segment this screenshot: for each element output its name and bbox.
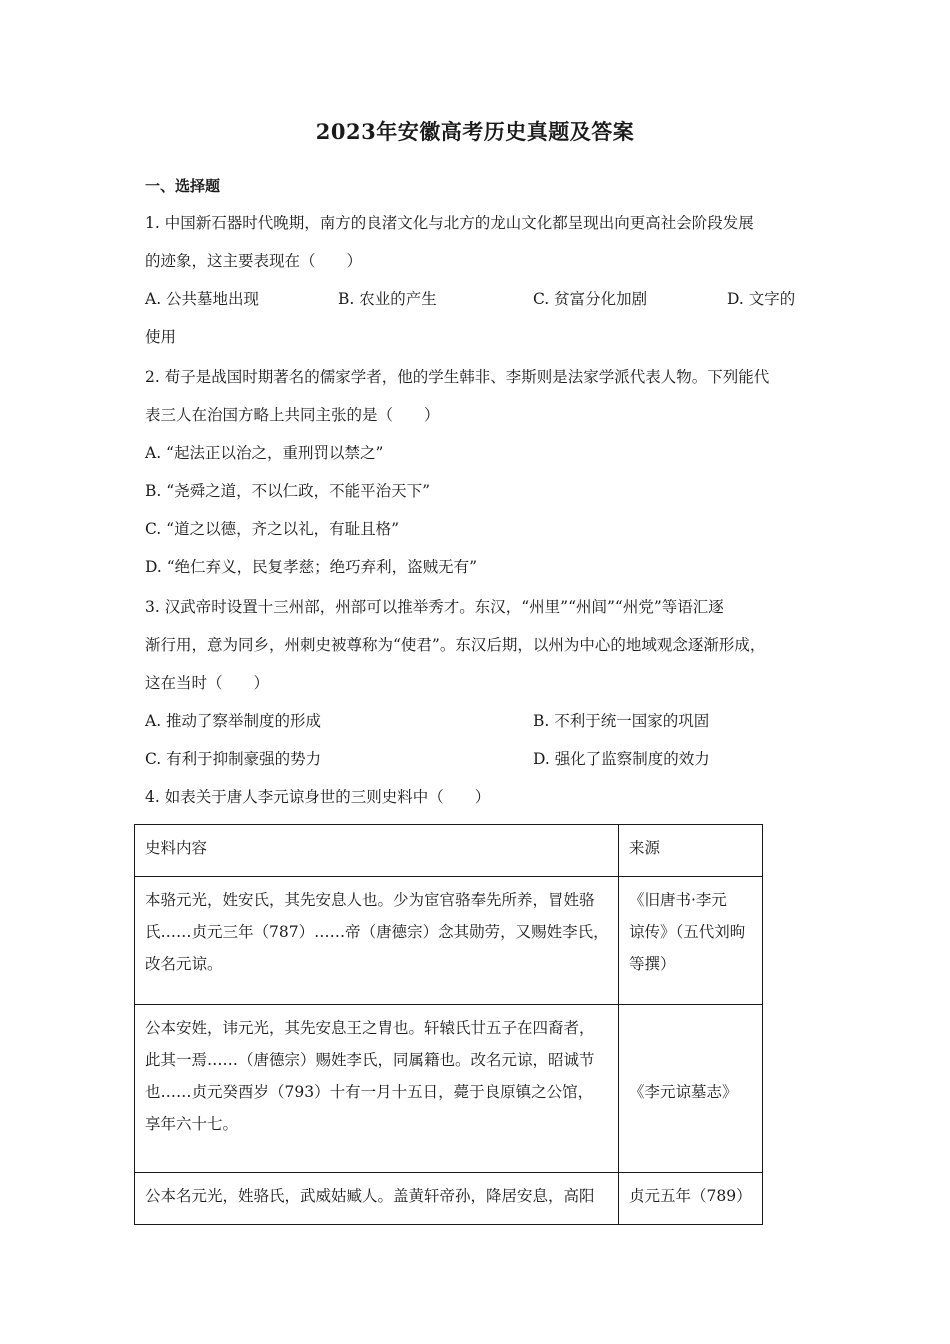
q3-stem-line3: 这在当时（ ） (145, 674, 270, 692)
q2-option-d: D. “绝仁弃义，民复孝慈；绝巧弃利，盗贼无有” (145, 558, 478, 576)
q2-stem-line2: 表三人在治国方略上共同主张的是（ ） (145, 406, 440, 424)
row3-source: 贞元五年（789） (619, 1173, 763, 1225)
table-header-row (135, 825, 763, 877)
row3-content: 公本名元光，姓骆氏，武威姑臧人。盖黄轩帝孙，降居安息，高阳 (135, 1173, 619, 1225)
q2-option-c: C. “道之以德，齐之以礼，有耻且格” (145, 520, 400, 538)
q1-option-d: D. 文字的 (727, 290, 796, 308)
row2-source: 《李元谅墓志》 (619, 1005, 763, 1173)
q1-option-b: B. 农业的产生 (338, 290, 437, 308)
q3-stem-line2: 渐行用，意为同乡，州刺史被尊称为“使君”。东汉后期，以州为中心的地域观念逐渐形成， (145, 636, 766, 654)
table-row (135, 1005, 763, 1173)
q3-option-d: D. 强化了监察制度的效力 (533, 750, 710, 768)
q3-option-b: B. 不利于统一国家的巩固 (533, 712, 710, 730)
q1-option-d-continued: 使用 (145, 328, 177, 346)
row1-content: 本骆元光，姓安氏，其先安息人也。少为宦官骆奉先所养，冒姓骆 氏……贞元三年（787）……帝（唐德宗）念其勋劳，又赐姓李氏， 改名元谅。 (135, 877, 619, 1005)
table-row (135, 1173, 763, 1225)
q4-stem: 4. 如表关于唐人李元谅身世的三则史料中（ ） (145, 788, 491, 806)
table-row (135, 877, 763, 1005)
document-title: 2023年安徽高考历史真题及答案 (315, 119, 635, 144)
q1-stem-line2: 的迹象，这主要表现在（ ） (145, 252, 363, 270)
q2-stem-line1: 2. 荀子是战国时期著名的儒家学者，他的学生韩非、李斯则是法家学派代表人物。下列能代 (145, 368, 770, 386)
row2-content: 公本安姓，讳元光，其先安息王之胄也。轩辕氏廿五子在四裔者， 此其一焉……（唐德宗）赐姓李氏，同属籍也。改名元谅，昭诚节 也……贞元癸酉岁（793）十有一月十五日，薨于良原镇之公馆， 享年六十七。 (135, 1005, 619, 1173)
q2-option-b: B. “尧舜之道，不以仁政，不能平治天下” (145, 482, 431, 500)
source-table (134, 824, 763, 1225)
q3-stem-line1: 3. 汉武帝时设置十三州部，州部可以推举秀才。东汉，“州里”“州闾”“州党”等语汇逐 (145, 598, 724, 616)
q1-stem-line1: 1. 中国新石器时代晚期，南方的良渚文化与北方的龙山文化都呈现出向更高社会阶段发展 (145, 214, 754, 232)
header-source: 来源 (619, 825, 763, 877)
section-heading: 一、选择题 (145, 177, 221, 195)
row1-source: 《旧唐书·李元 谅传》（五代刘昫 等撰） (619, 877, 763, 1005)
q3-option-c: C. 有利于抑制豪强的势力 (145, 750, 322, 768)
q3-option-a: A. 推动了察举制度的形成 (145, 712, 322, 730)
q2-option-a: A. “起法正以治之，重刑罚以禁之” (145, 444, 384, 462)
header-content: 史料内容 (135, 825, 619, 877)
q1-option-c: C. 贫富分化加剧 (533, 290, 648, 308)
q1-option-a: A. 公共墓地出现 (145, 290, 260, 308)
